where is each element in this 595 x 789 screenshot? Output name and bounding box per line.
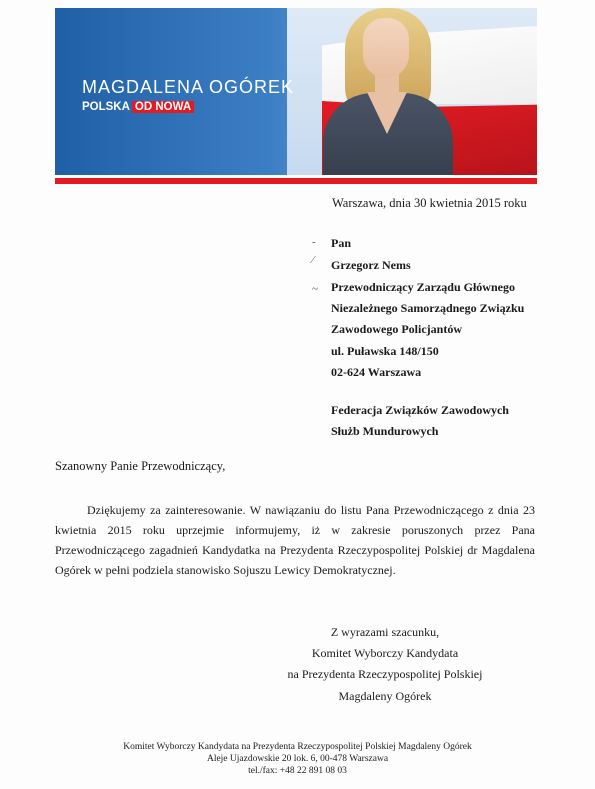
recipient-line: Pan [331,236,352,250]
tagline-part1: POLSKA [82,101,130,113]
recipient-line: Przewodniczący Zarządu Głównego [331,280,515,294]
recipient-line: Grzegorz Nems [331,258,411,272]
salutation: Szanowny Panie Przewodniczący, [55,459,226,473]
closing-line: na Prezydenta Rzeczypospolitej Polskiej [287,667,483,681]
letter-body: Dziękujemy za zainteresowanie. W nawiązaniu do listu Pana Przewodniczącego z dnia 23 kwietnia 2015 roku uprzejmie informujemy, iż w zakresie poruszonych przez Pana Przewodniczącego zagadnień Kandydatka na Prezydenta Rzeczypospolitej Polskiej dr Magdalena Ogórek w pełni podziela stanowisko Sojuszu Lewicy Demokratycznej. [55,503,535,577]
closing-line: Komitet Wyborczy Kandydata [311,646,459,660]
recipient-line-2: Służb Mundurowych [331,424,439,438]
candidate-portrait [323,8,453,175]
recipient-line-2: Federacja Związków Zawodowych [331,403,509,417]
footer-line: Komitet Wyborczy Kandydata na Prezydenta Rzeczypospolitej Polskiej Magdaleny Ogórek [123,742,472,752]
campaign-tagline [82,101,194,113]
recipient-line: ul. Puławska 148/150 [331,344,439,358]
letter-date: Warszawa, dnia 30 kwietnia 2015 roku [332,196,527,210]
recipient-line: Zawodowego Policjantów [331,322,462,336]
handwritten-mark: ~ [312,283,318,295]
footer-line: Aleje Ujazdowskie 20 lok. 6, 00-478 Warszawa [206,754,389,764]
recipient-line: Niezależnego Samorządnego Związku [331,301,525,315]
handwritten-mark: - [312,236,316,248]
closing-line: Z wyrazami szacunku, [330,625,440,639]
handwritten-mark: ⁄ [312,254,314,266]
footer-line: tel./fax: +48 22 891 08 03 [248,766,347,776]
header-banner [55,8,537,175]
recipient-line: 02-624 Warszawa [331,365,422,379]
closing-line: Magdaleny Ogórek [338,689,432,703]
header-red-rule [55,178,537,184]
tagline-part2: OD NOWA [132,101,194,113]
candidate-name: MAGDALENA OGÓREK [82,77,295,97]
